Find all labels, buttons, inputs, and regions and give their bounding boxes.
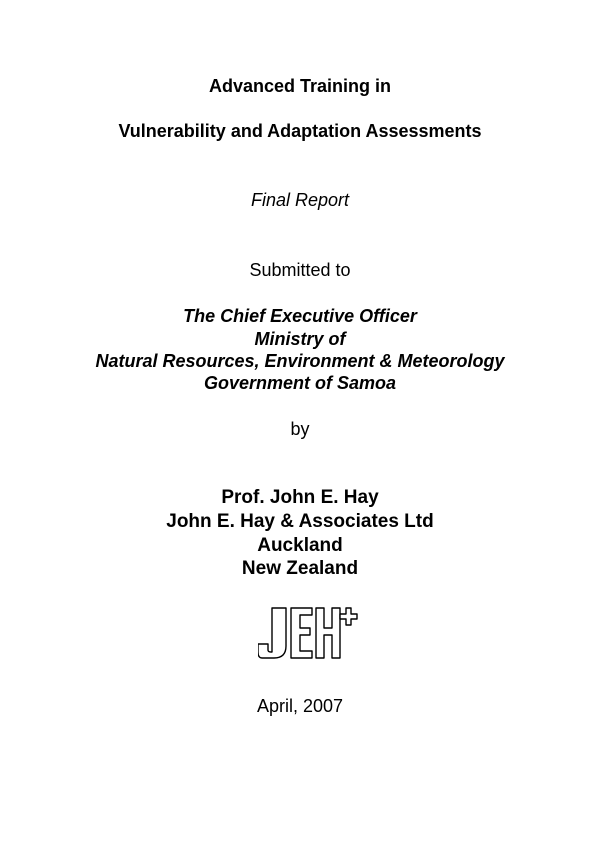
recipient-line-2: Ministry of bbox=[254, 329, 346, 349]
author-city: Auckland bbox=[257, 535, 343, 556]
author-company: John E. Hay & Associates Ltd bbox=[166, 511, 434, 532]
report-date: April, 2007 bbox=[256, 696, 344, 716]
recipient-line-3: Natural Resources, Environment & Meteorology bbox=[95, 351, 505, 371]
submitted-to-label: Submitted to bbox=[249, 260, 351, 280]
recipient-line-4: Government of Samoa bbox=[203, 373, 397, 393]
report-type: Final Report bbox=[250, 190, 350, 210]
by-label: by bbox=[290, 419, 310, 439]
author-country: New Zealand bbox=[241, 558, 359, 579]
jeh-logo-icon bbox=[258, 606, 358, 660]
recipient-line-1: The Chief Executive Officer bbox=[183, 306, 417, 326]
title-line-2: Vulnerability and Adaptation Assessments bbox=[118, 121, 482, 141]
title-line-1: Advanced Training in bbox=[208, 76, 392, 96]
author-name: Prof. John E. Hay bbox=[221, 487, 379, 508]
